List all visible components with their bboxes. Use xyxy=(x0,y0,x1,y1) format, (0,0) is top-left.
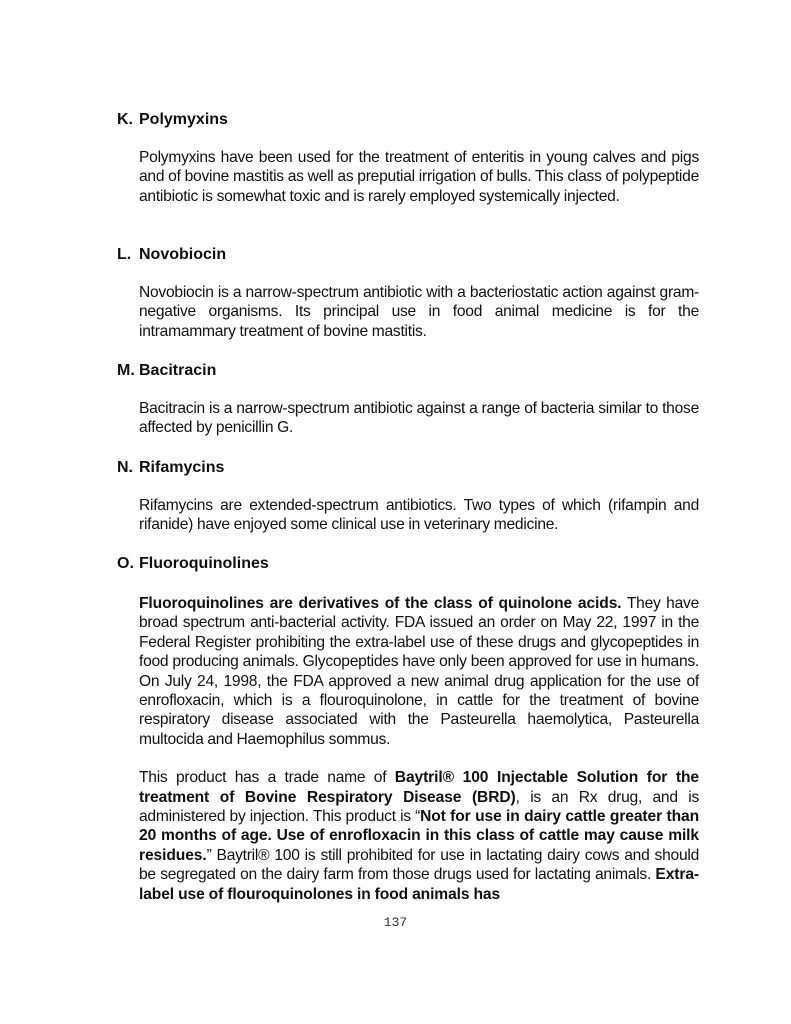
bold-text-run: Not for use in dairy cattle greater than 20 months of age. Use of enrofloxacin in this class of cattle may cause milk residues. xyxy=(139,808,699,864)
section-letter: L. xyxy=(117,246,132,263)
section-heading xyxy=(117,458,699,477)
section-title: Bacitracin xyxy=(139,362,217,379)
text-run: They have broad spectrum anti-bacterial activity. FDA issued an order on May 22, 1997 in the Federal Register prohibiting the extra-label use of these drugs and glycopeptides in food producing animals. Glycopeptides have only been approved for use in humans. On July 24, 1998, the FDA approved a new animal drug application for the use of enrofloxacin, which is a flouroquinolone, in cattle for the treatment of bovine respiratory disease associated with the Pasteurella haemolytica, Pasteurella multocida and Haemophilus sommus. xyxy=(139,595,699,748)
section-heading xyxy=(117,110,699,129)
paragraph xyxy=(139,148,699,206)
section-title: Fluoroquinolines xyxy=(139,555,269,572)
text-run: Novobiocin is a narrow-spectrum antibiotic with a bacteriostatic action against gram-negative organisms. Its principal use in food animal medicine is for the intramammary treatment of bovine mastitis. xyxy=(139,284,699,340)
paragraph xyxy=(139,768,699,904)
text-run: Bacitracin is a narrow-spectrum antibiotic against a range of bacteria similar to those affected by penicillin G. xyxy=(139,400,699,437)
paragraph xyxy=(139,594,699,749)
section-title: Polymyxins xyxy=(139,111,228,128)
text-run: ” Baytril® 100 is still prohibited for use in lactating dairy cows and should be segregated on the dairy farm from those drugs used for lactating animals. xyxy=(139,846,699,884)
page-number: 137 xyxy=(383,915,408,930)
text-run: This product has a trade name of xyxy=(139,769,395,787)
section-heading xyxy=(117,361,699,380)
section-title: Rifamycins xyxy=(139,459,225,476)
text-run: Polymyxins have been used for the treatment of enteritis in young calves and pigs and of bovine mastitis as well as preputial irrigation of bulls. This class of polypeptide antibiotic is somewhat toxic and is rarely employed systemically injected. xyxy=(139,149,699,205)
section-rifamycins xyxy=(117,458,699,535)
section-letter: M. xyxy=(117,362,135,379)
paragraph xyxy=(139,283,699,341)
section-letter: N. xyxy=(117,459,133,476)
bold-text-run: Extra-label use of flouroquinolones in food animals has xyxy=(139,866,699,903)
text-run: , is an Rx drug, and is administered by injection. This product is “ xyxy=(139,788,699,826)
section-novobiocin xyxy=(117,245,699,341)
section-title: Novobiocin xyxy=(139,246,227,263)
text-run: Rifamycins are extended-spectrum antibiotics. Two types of which (rifampin and rifanide) have enjoyed some clinical use in veterinary medicine. xyxy=(139,497,699,534)
paragraph xyxy=(139,399,699,438)
section-letter: K. xyxy=(117,111,133,128)
section-bacitracin xyxy=(117,361,699,438)
paragraph xyxy=(139,496,699,535)
section-letter: O. xyxy=(117,555,134,572)
bold-text-run: Baytril® 100 Injectable Solution for the treatment of Bovine Respiratory Disease (BRD) xyxy=(139,769,699,806)
section-heading xyxy=(117,245,699,264)
section-heading xyxy=(117,554,699,573)
section-polymyxins xyxy=(117,110,699,206)
bold-text-run: Fluoroquinolines are derivatives of the class of quinolone acids. xyxy=(139,595,622,612)
section-fluoroquinolines xyxy=(117,554,699,904)
